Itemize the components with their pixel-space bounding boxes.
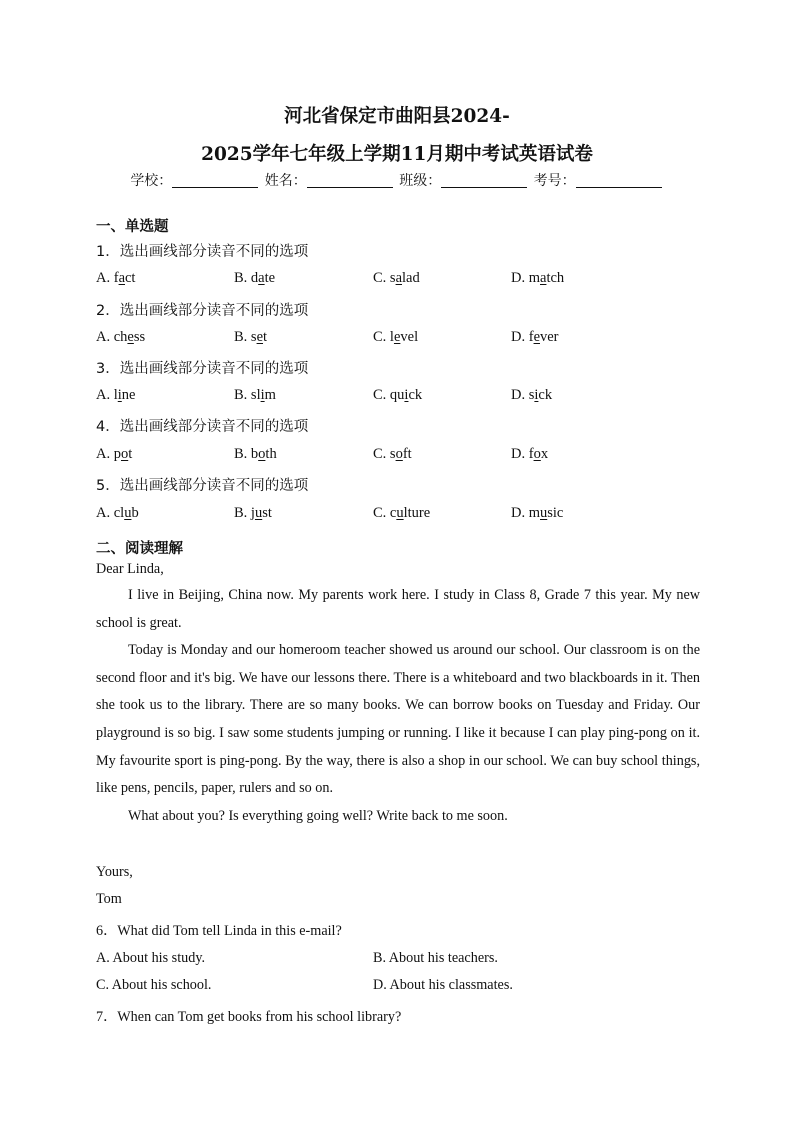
option-text: A. cl <box>96 505 125 521</box>
option-text: D. m <box>511 270 540 286</box>
underlined-letter: o <box>533 446 541 462</box>
option-text: B. sl <box>234 387 261 403</box>
option-text: D. f <box>511 446 534 462</box>
question-6-stem: 6．What did Tom tell Linda in this e-mail? <box>96 923 342 939</box>
option-text: st <box>262 505 272 521</box>
option-text: C. l <box>373 329 394 345</box>
question-1-option-d[interactable] <box>511 270 564 287</box>
option-text: B. j <box>234 505 255 521</box>
option-text: ct <box>125 270 136 286</box>
option-text: tch <box>546 270 565 286</box>
question-4-option-b[interactable] <box>234 446 277 463</box>
question-6-option-d[interactable]: D. About his classmates. <box>373 977 513 993</box>
option-text: C. s <box>373 446 396 462</box>
question-5-option-b[interactable] <box>234 505 272 522</box>
letter-signature: Tom <box>96 891 122 907</box>
underlined-letter: e <box>393 329 401 345</box>
option-text: lad <box>402 270 420 286</box>
option-text: A. p <box>96 446 121 462</box>
question-1-option-c[interactable] <box>373 270 420 287</box>
school-label: 学校： <box>130 173 173 189</box>
option-text: ver <box>540 329 559 345</box>
underlined-letter: o <box>258 446 266 462</box>
option-text: t <box>128 446 133 462</box>
question-5-option-d[interactable] <box>511 505 563 522</box>
question-6-option-b[interactable]: B. About his teachers. <box>373 950 498 966</box>
question-1-option-b[interactable] <box>234 270 275 287</box>
question-4-option-a[interactable] <box>96 446 132 463</box>
question-3-option-c[interactable] <box>373 387 422 404</box>
option-text: B. s <box>234 329 257 345</box>
underlined-letter: i <box>534 387 539 403</box>
underlined-letter: a <box>118 270 125 286</box>
section-2-heading: 二、阅读理解 <box>96 541 183 557</box>
section-1-heading: 一、单选题 <box>96 219 169 235</box>
question-5-stem: 5．选出画线部分读音不同的选项 <box>96 478 309 494</box>
option-text: x <box>540 446 549 462</box>
letter-closing: Yours, <box>96 864 133 880</box>
question-1-stem: 1．选出画线部分读音不同的选项 <box>96 244 309 260</box>
question-6-option-c[interactable]: C. About his school. <box>96 977 212 993</box>
option-text: vel <box>400 329 419 345</box>
underlined-letter: i <box>404 387 409 403</box>
underlined-letter: o <box>120 446 129 462</box>
option-text: t <box>263 329 268 345</box>
underlined-letter: e <box>127 329 134 345</box>
underlined-letter: e <box>533 329 540 345</box>
class-blank[interactable] <box>441 173 527 188</box>
option-text: ft <box>402 446 412 462</box>
question-5-option-a[interactable] <box>96 505 139 522</box>
question-6-option-a[interactable]: A. About his study. <box>96 950 206 966</box>
option-text: th <box>265 446 277 462</box>
class-label: 班级： <box>399 173 442 189</box>
exam-title-line-1: 河北省保定市曲阳县2024- <box>284 106 510 127</box>
underlined-letter: u <box>254 505 263 521</box>
option-text: D. f <box>511 329 534 345</box>
question-2-stem: 2．选出画线部分读音不同的选项 <box>96 303 309 319</box>
option-text: ne <box>121 387 136 403</box>
option-text: D. s <box>511 387 535 403</box>
letter-paragraph: What about you? Is everything going well? Write back to me soon. <box>128 807 508 824</box>
question-2-option-d[interactable] <box>511 329 559 346</box>
letter-paragraph: I live in Beijing, China now. My parents work here. I study in Class 8, Grade 7 this year. My new school is great. <box>96 587 700 631</box>
option-text: C. c <box>373 505 397 521</box>
name-label: 姓名： <box>264 173 307 189</box>
question-4-option-d[interactable] <box>511 446 548 463</box>
name-blank[interactable] <box>307 173 393 188</box>
underlined-letter: u <box>124 505 132 521</box>
exam-title-line-2: 2025学年七年级上学期11月期中考试英语试卷 <box>201 144 593 165</box>
number-blank[interactable] <box>576 173 662 188</box>
underlined-letter: e <box>256 329 264 345</box>
underlined-letter: a <box>540 270 547 286</box>
option-text: lture <box>403 505 431 521</box>
question-3-stem: 3．选出画线部分读音不同的选项 <box>96 361 309 377</box>
question-2-option-b[interactable] <box>234 329 267 346</box>
option-text: m <box>264 387 276 403</box>
question-3-option-d[interactable] <box>511 387 552 404</box>
student-info-row <box>0 170 794 190</box>
option-text: ck <box>538 387 553 403</box>
option-text: sic <box>547 505 564 521</box>
underlined-letter: u <box>540 505 548 521</box>
option-text: B. d <box>234 270 259 286</box>
option-text: C. qu <box>373 387 405 403</box>
question-2-option-a[interactable] <box>96 329 145 346</box>
underlined-letter: u <box>396 505 404 521</box>
underlined-letter: i <box>117 387 122 403</box>
question-4-stem: 4．选出画线部分读音不同的选项 <box>96 419 309 435</box>
option-text: D. m <box>511 505 540 521</box>
letter-body <box>96 582 700 830</box>
number-label: 考号： <box>533 173 576 189</box>
school-blank[interactable] <box>172 173 258 188</box>
letter-salutation: Dear Linda, <box>96 561 164 577</box>
letter-paragraph: Today is Monday and our homeroom teacher showed us around our school. Our classroom is on the second floor and it's big. We have our lessons there. There is a whiteboard and two blackboards in it. Then she took us to the library. There are so many books. We can borrow books on Tuesday and Friday. Our playground is so big. I saw some students jumping or running. I like it because I can play ping-pong on it. My favourite sport is ping-pong. By the way, there is also a shop in our school. We can buy school things, like pens, pencils, paper, rulers and so on. <box>96 642 700 797</box>
option-text: A. ch <box>96 329 128 345</box>
option-text: A. f <box>96 270 119 286</box>
option-text: C. s <box>373 270 396 286</box>
question-4-option-c[interactable] <box>373 446 412 463</box>
option-text: A. l <box>96 387 118 403</box>
underlined-letter: i <box>260 387 265 403</box>
option-text: ss <box>133 329 146 345</box>
question-3-option-a[interactable] <box>96 387 135 404</box>
option-text: te <box>264 270 276 286</box>
question-5-option-c[interactable] <box>373 505 430 522</box>
underlined-letter: a <box>395 270 403 286</box>
underlined-letter: o <box>395 446 403 462</box>
underlined-letter: a <box>258 270 265 286</box>
question-7-stem: 7．When can Tom get books from his school library? <box>96 1009 402 1025</box>
option-text: b <box>131 505 139 521</box>
option-text: ck <box>408 387 423 403</box>
question-3-option-b[interactable] <box>234 387 276 404</box>
option-text: B. b <box>234 446 259 462</box>
question-1-option-a[interactable] <box>96 270 135 287</box>
question-2-option-c[interactable] <box>373 329 418 346</box>
